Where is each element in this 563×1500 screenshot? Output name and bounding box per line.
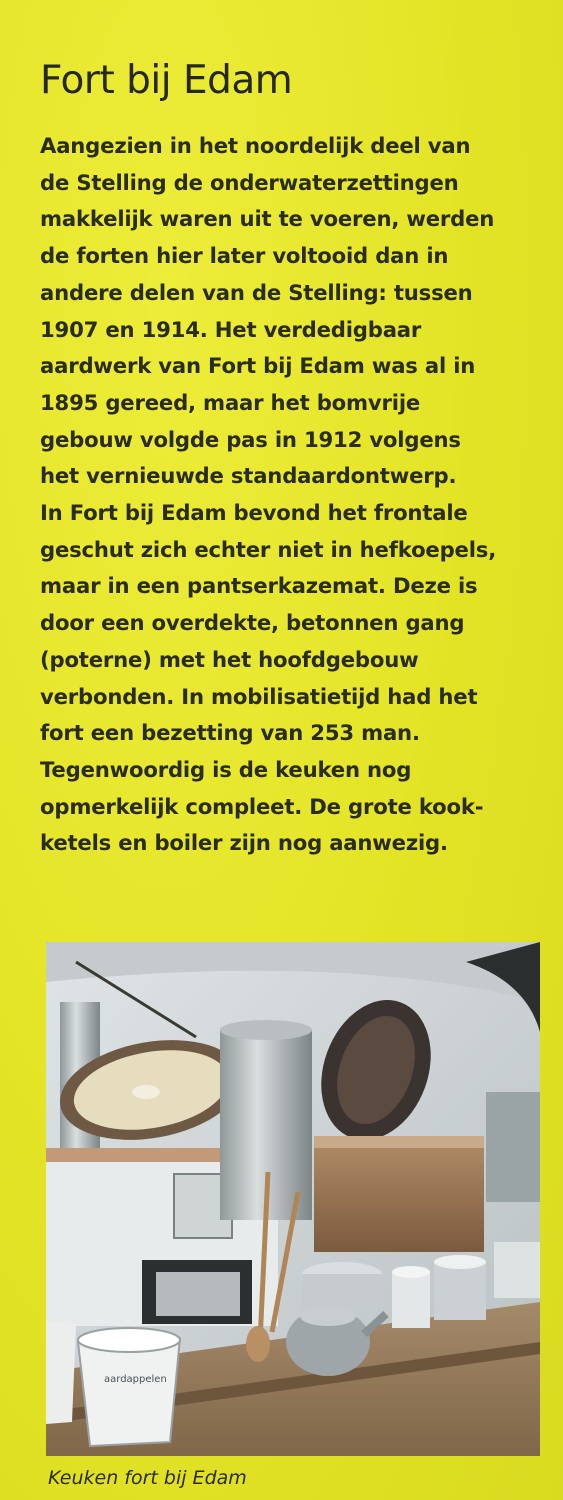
text-line: andere delen van de Stelling: tussen: [40, 279, 473, 305]
photo-caption: Keuken fort bij Edam: [48, 1467, 247, 1489]
text-line: maar in een pantserkazemat. Deze is: [40, 573, 478, 599]
text-line: de Stelling de onderwaterzettingen: [40, 169, 459, 195]
text-line: door een overdekte, betonnen gang: [40, 610, 465, 636]
text-line: geschut zich echter niet in hefkoepels,: [40, 536, 497, 562]
text-line: het vernieuwde standaardontwerp.: [40, 463, 457, 489]
text-line: de forten hier later voltooid dan in: [40, 243, 449, 269]
text-line: Tegenwoordig is de keuken nog: [40, 756, 412, 782]
text-line: fort een bezetting van 253 man.: [40, 720, 420, 746]
text-line: 1895 gereed, maar het bomvrije: [40, 389, 421, 415]
text-line: (poterne) met het hoofdgebouw: [40, 646, 419, 672]
text-line: verbonden. In mobilisatietijd had het: [40, 683, 478, 709]
text-line: ketels en boiler zijn nog aanwezig.: [40, 830, 448, 856]
text-line: In Fort bij Edam bevond het frontale: [40, 500, 468, 526]
text-line: opmerkelijk compleet. De grote kook-: [40, 793, 484, 819]
page-title: Fort bij Edam: [40, 58, 293, 104]
body-text: [40, 128, 530, 862]
kitchen-photo-illustration: [46, 942, 540, 1456]
text-line: gebouw volgde pas in 1912 volgens: [40, 426, 461, 452]
bucket-label: aardappelen: [104, 1374, 167, 1385]
text-line: makkelijk waren uit te voeren, werden: [40, 206, 495, 232]
text-line: Aangezien in het noordelijk deel van: [40, 133, 471, 158]
kitchen-photo: [46, 942, 540, 1456]
text-line: 1907 en 1914. Het verdedigbaar: [40, 316, 422, 342]
text-line: aardwerk van Fort bij Edam was al in: [40, 353, 476, 379]
